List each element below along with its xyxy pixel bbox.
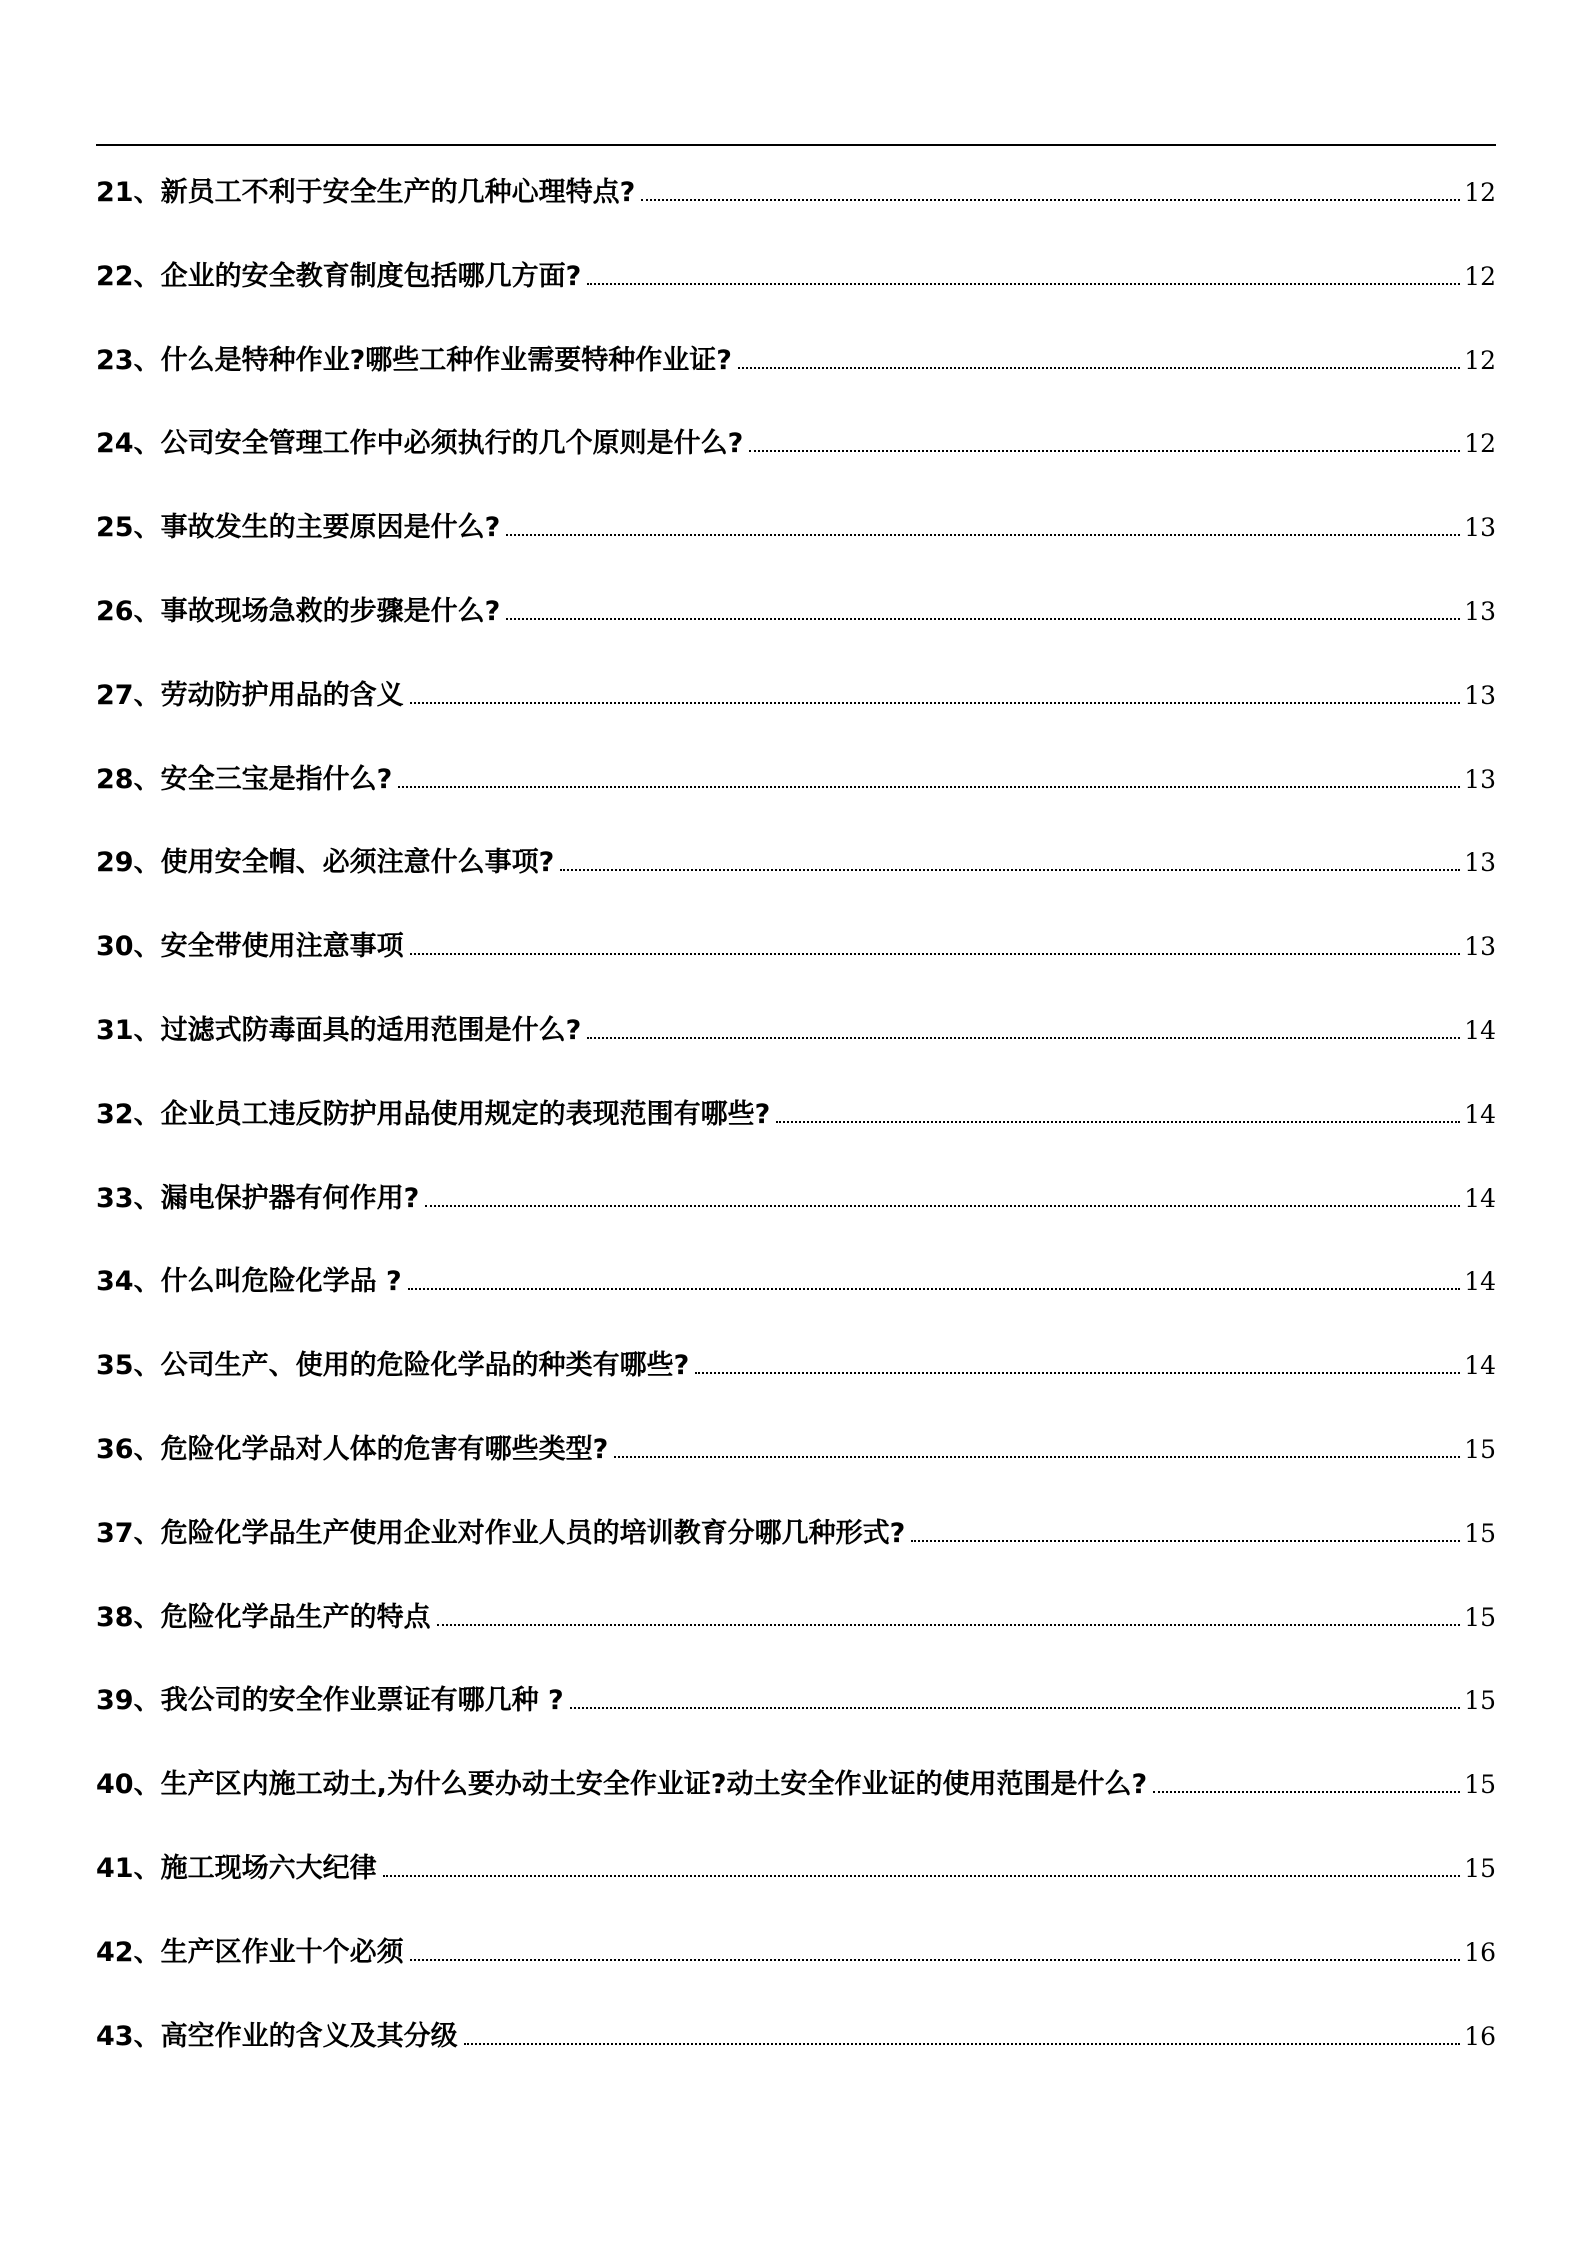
toc-entry-title: 31、过滤式防毒面具的适用范围是什么?: [96, 1015, 582, 1046]
toc-entry-title: 40、生产区内施工动土,为什么要办动土安全作业证?动土安全作业证的使用范围是什么?: [96, 1769, 1148, 1800]
toc-entry-title: 37、危险化学品生产使用企业对作业人员的培训教育分哪几种形式?: [96, 1518, 906, 1549]
toc-entry-page: 14: [1464, 1267, 1496, 1296]
toc-entry-27[interactable]: [96, 673, 1496, 713]
toc-entry-25[interactable]: [96, 505, 1496, 545]
toc-entry-page: 14: [1464, 1184, 1496, 1213]
dot-leader: [614, 1456, 1460, 1458]
toc-entry-title: 42、生产区作业十个必须: [96, 1937, 404, 1968]
dot-leader: [641, 199, 1460, 201]
toc-entry-page: 14: [1464, 1351, 1496, 1380]
toc-entry-page: 15: [1464, 1854, 1496, 1883]
dot-leader: [506, 618, 1460, 620]
dot-leader: [464, 2043, 1461, 2045]
toc-entry-title: 26、事故现场急救的步骤是什么?: [96, 596, 501, 627]
toc-entry-title: 28、安全三宝是指什么?: [96, 764, 393, 795]
toc-entry-page: 13: [1464, 765, 1496, 794]
toc-entry-page: 12: [1464, 346, 1496, 375]
toc-entry-24[interactable]: [96, 421, 1496, 461]
toc-entry-title: 41、施工现场六大纪律: [96, 1853, 377, 1884]
dot-leader: [398, 786, 1460, 788]
toc-entry-page: 15: [1464, 1603, 1496, 1632]
toc-entry-title: 23、什么是特种作业?哪些工种作业需要特种作业证?: [96, 345, 732, 376]
dot-leader: [410, 1959, 1461, 1961]
toc-entry-41[interactable]: [96, 1846, 1496, 1886]
dot-leader: [749, 450, 1460, 452]
toc-entry-title: 43、高空作业的含义及其分级: [96, 2021, 458, 2052]
toc-entry-title: 30、安全带使用注意事项: [96, 931, 404, 962]
toc-entry-35[interactable]: [96, 1343, 1496, 1383]
toc-entry-title: 21、新员工不利于安全生产的几种心理特点?: [96, 177, 636, 208]
dot-leader: [587, 283, 1460, 285]
toc-entry-22[interactable]: [96, 254, 1496, 294]
toc-entry-36[interactable]: [96, 1427, 1496, 1467]
dot-leader: [437, 1624, 1461, 1626]
dot-leader: [425, 1205, 1460, 1207]
dot-leader: [560, 869, 1460, 871]
toc-entry-page: 12: [1464, 178, 1496, 207]
toc-entry-page: 16: [1464, 2022, 1496, 2051]
toc-entry-38[interactable]: [96, 1595, 1496, 1635]
dot-leader: [695, 1372, 1460, 1374]
dot-leader: [570, 1707, 1461, 1709]
toc-entry-page: 12: [1464, 262, 1496, 291]
dot-leader: [587, 1037, 1460, 1039]
toc-entry-title: 24、公司安全管理工作中必须执行的几个原则是什么?: [96, 428, 744, 459]
toc-entry-31[interactable]: [96, 1008, 1496, 1048]
toc-entry-title: 33、漏电保护器有何作用?: [96, 1183, 420, 1214]
dot-leader: [738, 367, 1460, 369]
toc-entry-33[interactable]: [96, 1176, 1496, 1216]
toc-entry-29[interactable]: [96, 840, 1496, 880]
toc-entry-23[interactable]: [96, 338, 1496, 378]
toc-entry-page: 15: [1464, 1435, 1496, 1464]
dot-leader: [776, 1121, 1460, 1123]
toc-entry-title: 22、企业的安全教育制度包括哪几方面?: [96, 261, 582, 292]
toc-entry-40[interactable]: [96, 1762, 1496, 1802]
toc-entry-title: 27、劳动防护用品的含义: [96, 680, 404, 711]
toc-entry-page: 14: [1464, 1100, 1496, 1129]
toc-entry-34[interactable]: [96, 1259, 1496, 1299]
toc-entry-32[interactable]: [96, 1092, 1496, 1132]
dot-leader: [506, 534, 1460, 536]
toc-entry-page: 13: [1464, 932, 1496, 961]
toc-entry-title: 32、企业员工违反防护用品使用规定的表现范围有哪些?: [96, 1099, 771, 1130]
toc-entry-page: 13: [1464, 848, 1496, 877]
toc-entry-title: 39、我公司的安全作业票证有哪几种 ?: [96, 1685, 564, 1716]
toc-entry-page: 16: [1464, 1938, 1496, 1967]
toc-entry-title: 36、危险化学品对人体的危害有哪些类型?: [96, 1434, 609, 1465]
dot-leader: [408, 1288, 1461, 1290]
toc-entry-42[interactable]: [96, 1930, 1496, 1970]
toc-entry-page: 15: [1464, 1770, 1496, 1799]
toc-entry-39[interactable]: [96, 1678, 1496, 1718]
toc-entry-28[interactable]: [96, 757, 1496, 797]
toc-entry-21[interactable]: [96, 170, 1496, 210]
toc-entry-43[interactable]: [96, 2014, 1496, 2054]
toc-entry-title: 34、什么叫危险化学品 ?: [96, 1266, 402, 1297]
toc-entry-page: 12: [1464, 429, 1496, 458]
toc-entry-title: 38、危险化学品生产的特点: [96, 1602, 431, 1633]
dot-leader: [410, 702, 1461, 704]
dot-leader: [383, 1875, 1461, 1877]
toc-entry-page: 13: [1464, 513, 1496, 542]
toc-entry-26[interactable]: [96, 589, 1496, 629]
dot-leader: [1153, 1791, 1460, 1793]
toc-entry-page: 14: [1464, 1016, 1496, 1045]
toc-entry-title: 29、使用安全帽、必须注意什么事项?: [96, 847, 555, 878]
dot-leader: [911, 1540, 1460, 1542]
toc-entry-title: 25、事故发生的主要原因是什么?: [96, 512, 501, 543]
toc-entry-page: 15: [1464, 1519, 1496, 1548]
toc-entry-37[interactable]: [96, 1511, 1496, 1551]
dot-leader: [410, 953, 1461, 955]
header-rule: [96, 144, 1496, 146]
toc-entry-title: 35、公司生产、使用的危险化学品的种类有哪些?: [96, 1350, 690, 1381]
toc-entry-page: 13: [1464, 597, 1496, 626]
toc-entry-30[interactable]: [96, 924, 1496, 964]
toc-entry-page: 15: [1464, 1686, 1496, 1715]
toc-entry-page: 13: [1464, 681, 1496, 710]
